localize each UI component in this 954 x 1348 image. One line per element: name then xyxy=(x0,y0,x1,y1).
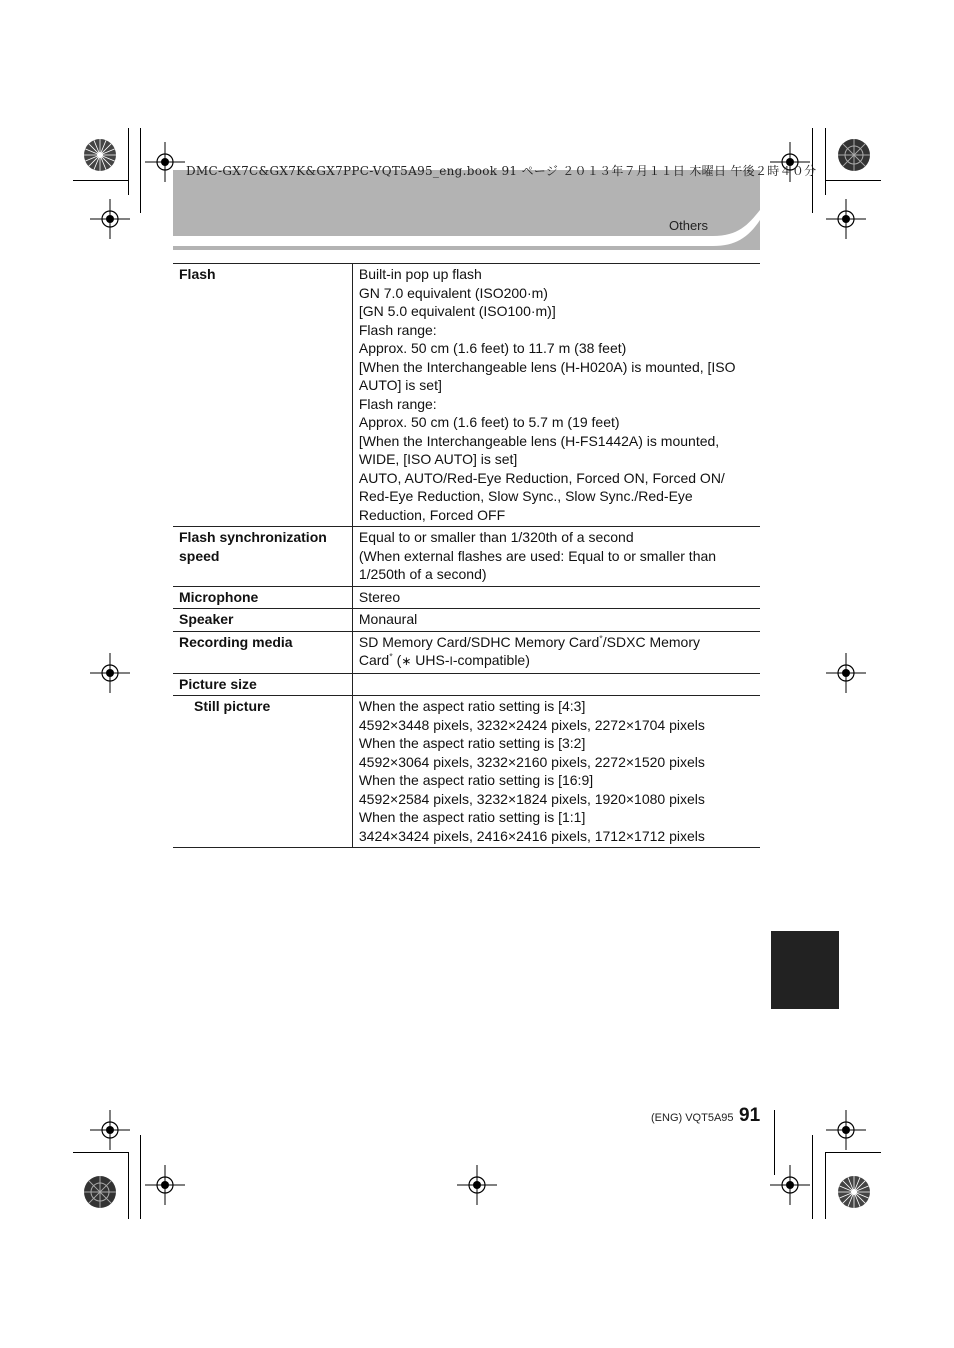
spec-line: 4592×3448 pixels, 3232×2424 pixels, 2272×1704 pixels xyxy=(358,716,705,733)
media-text: UHS- xyxy=(411,652,450,668)
spec-line: Approx. 50 cm (1.6 feet) to 5.7 m (19 feet) xyxy=(358,414,620,430)
spec-line: 4592×2584 pixels, 3232×1824 pixels, 1920×1080 pixels xyxy=(358,790,705,807)
color-wheel-icon xyxy=(83,138,117,172)
color-wheel-icon xyxy=(83,1175,117,1209)
spec-value xyxy=(352,264,760,527)
spec-value: Stereo xyxy=(358,588,401,605)
color-wheel-icon xyxy=(837,138,871,172)
spec-line: AUTO] is set] xyxy=(358,377,442,393)
spec-value xyxy=(352,696,760,848)
document-code: (ENG) VQT5A95 xyxy=(651,1112,734,1124)
spec-line: Equal to or smaller than 1/320th of a second xyxy=(358,529,634,545)
spec-label: Flash xyxy=(173,264,352,527)
spec-line xyxy=(359,633,754,652)
spec-value xyxy=(352,527,760,587)
color-wheel-icon xyxy=(837,1175,871,1209)
spec-line: Flash range: xyxy=(358,395,437,412)
asterisk-icon: ∗ xyxy=(401,654,412,668)
registration-mark-icon xyxy=(145,1165,185,1205)
registration-mark-icon xyxy=(90,653,130,693)
print-job-info: DMC-GX7C&GX7K&GX7PPC-VQT5A95_eng.book 91 ページ ２０１３年７月１１日 木曜日 午後２時４０分 xyxy=(186,164,817,178)
table-row-speaker xyxy=(173,609,760,632)
spec-label: Microphone xyxy=(173,586,352,609)
registration-mark-icon xyxy=(826,653,866,693)
registration-mark-icon xyxy=(826,1110,866,1150)
footnote-mark: * xyxy=(389,651,393,662)
table-row-picture-size xyxy=(173,673,760,696)
spec-line: [When the Interchangeable lens (H-H020A) is mounted, [ISO xyxy=(358,358,736,375)
spec-line: When the aspect ratio setting is [16:9] xyxy=(358,772,594,788)
table-row-recording-media xyxy=(173,631,760,673)
spec-label-line: speed xyxy=(179,547,220,564)
spec-line: (When external flashes are used: Equal to or smaller than xyxy=(358,547,717,564)
spec-label xyxy=(173,527,352,587)
media-text: /SDXC Memory xyxy=(602,633,700,650)
spec-line: 3424×3424 pixels, 2416×2416 pixels, 1712×1712 pixels xyxy=(358,827,705,844)
spec-line: Built-in pop up flash xyxy=(358,266,482,282)
spec-line: [GN 5.0 equivalent (ISO100·m)] xyxy=(358,303,556,319)
table-row-microphone xyxy=(173,586,760,609)
media-text: -compatible) xyxy=(452,652,530,668)
table-row-flash xyxy=(173,264,760,527)
media-text: Card xyxy=(358,652,390,668)
spec-line xyxy=(359,651,754,671)
spec-line: AUTO, AUTO/Red-Eye Reduction, Forced ON, Forced ON/ xyxy=(358,469,725,486)
spec-value: Monaural xyxy=(358,611,418,627)
spec-line: 1/250th of a second) xyxy=(358,566,487,582)
footnote-mark: * xyxy=(599,632,603,643)
registration-mark-icon xyxy=(457,1165,497,1205)
spec-label: Picture size xyxy=(173,673,352,696)
spec-line: Approx. 50 cm (1.6 feet) to 11.7 m (38 feet) xyxy=(358,340,627,356)
spec-value xyxy=(352,673,760,696)
registration-mark-icon xyxy=(90,199,130,239)
media-text: ( xyxy=(392,652,402,668)
table-row-flash-sync xyxy=(173,527,760,587)
spec-line: Red-Eye Reduction, Slow Sync., Slow Sync./Red-Eye xyxy=(358,488,693,504)
registration-mark-icon xyxy=(770,1165,810,1205)
registration-mark-icon xyxy=(90,1110,130,1150)
section-thumb-tab xyxy=(771,931,839,1009)
spec-line: GN 7.0 equivalent (ISO200·m) xyxy=(358,284,548,301)
registration-mark-icon xyxy=(826,199,866,239)
spec-line: WIDE, [ISO AUTO] is set] xyxy=(358,451,518,467)
media-text: SD Memory Card/SDHC Memory Card xyxy=(358,633,600,650)
header-band xyxy=(173,170,760,250)
spec-label: Still picture xyxy=(173,696,352,848)
spec-line: When the aspect ratio setting is [4:3] xyxy=(358,698,586,714)
table-row-still-picture xyxy=(173,696,760,848)
spec-label-line: Flash synchronization xyxy=(179,529,327,545)
spec-label: Speaker xyxy=(173,609,352,632)
spec-line: When the aspect ratio setting is [1:1] xyxy=(358,809,586,825)
spec-line: When the aspect ratio setting is [3:2] xyxy=(358,735,586,751)
page-number: 91 xyxy=(739,1105,761,1126)
spec-line: Flash range: xyxy=(358,321,437,338)
spec-line: Reduction, Forced OFF xyxy=(358,506,506,523)
spec-line: [When the Interchangeable lens (H-FS1442A) is mounted, xyxy=(358,432,720,449)
spec-value xyxy=(352,631,760,673)
roman-numeral: I xyxy=(449,654,453,668)
spec-line: 4592×3064 pixels, 3232×2160 pixels, 2272×1520 pixels xyxy=(358,753,705,770)
specifications-table xyxy=(173,263,760,848)
section-title: Others xyxy=(669,218,709,233)
spec-label: Recording media xyxy=(173,631,352,673)
